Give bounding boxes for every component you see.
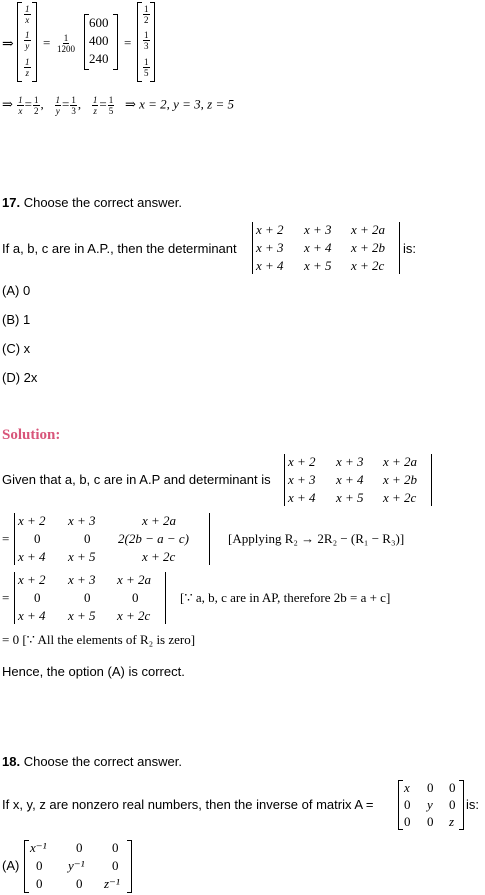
option-d[interactable]: (D) 2x xyxy=(2,370,38,385)
option-a-matrix[interactable]: x⁻¹ 0 0 0 y⁻¹ 0 0 0 z⁻¹ xyxy=(24,840,132,893)
result-vector: $\frac{1}{2}$ $\frac{1}{3}$ $\frac{1}{5}$ xyxy=(137,2,155,82)
equals-sign-2: = xyxy=(124,35,132,50)
question-17-stem-suffix: is: xyxy=(403,241,416,256)
solution-zero-line: = 0 [∵ All the elements of R₂ is zero] xyxy=(2,632,196,647)
option-a[interactable]: (A) 0 xyxy=(2,283,31,298)
option-c[interactable]: (C) x xyxy=(2,341,31,356)
solution-determinant-2: x + 2 x + 3 x + 2a 0 0 2(2b − a − c) x + 4 x + 5 x + 2c xyxy=(14,513,210,565)
value-matrix: 600 400 240 xyxy=(84,14,118,70)
solution-conclusion: Hence, the option (A) is correct. xyxy=(2,664,185,679)
question-18-matrix: x 0 0 0 y 0 0 0 z xyxy=(398,780,464,830)
question-17-determinant: x + 2 x + 3 x + 2a x + 3 x + 4 x + 2b x + 4 x + 5 x + 2c xyxy=(252,222,400,274)
equals-step-3: = xyxy=(2,590,10,605)
scalar-fraction: $\frac{1}{1200}$ xyxy=(57,33,75,54)
option-b[interactable]: (B) 1 xyxy=(2,312,31,327)
column-vector: $\frac{1}{x}$ $\frac{1}{y}$ $\frac{1}{z}$ xyxy=(17,2,37,82)
question-17-header: 17. Choose the correct answer. xyxy=(2,195,182,210)
solution-given: Given that a, b, c are in A.P and determinant is xyxy=(2,472,271,487)
option-a-label[interactable]: (A) xyxy=(2,858,20,873)
question-18-header: 18. Choose the correct answer. xyxy=(2,754,182,769)
reciprocal-equations: ⇒ $\frac{1}{x}$ = $\frac{1}{2}$ , $\frac{1}{y}$ = $\frac{1}{3}$ , $\frac{1}{z}$ = $\frac{1}{5}$ ⇒ x = 2, y = 3, z = 5 xyxy=(2,95,234,116)
equals-sign: = xyxy=(43,35,51,50)
solution-determinant-3: x + 2 x + 3 x + 2a 0 0 0 x + 4 x + 5 x + 2c xyxy=(14,572,166,624)
question-17-stem: If a, b, c are in A.P., then the determinant xyxy=(2,241,237,256)
question-18-stem-suffix: is: xyxy=(466,797,479,812)
question-18-stem: If x, y, z are nonzero real numbers, then the inverse of matrix A = xyxy=(2,797,374,812)
solution-note-2: [Applying R₂ → 2R₂ − (R₁ − R₃)] xyxy=(228,531,405,546)
implies-arrow: ⇒ xyxy=(2,37,14,52)
solution-determinant-1: x + 2 x + 3 x + 2a x + 3 x + 4 x + 2b x + 4 x + 5 x + 2c xyxy=(284,454,432,506)
solution-note-3: [∵ a, b, c are in AP, therefore 2b = a + c] xyxy=(180,590,391,605)
solution-heading: Solution: xyxy=(2,427,61,443)
equals-step-2: = xyxy=(2,531,10,546)
